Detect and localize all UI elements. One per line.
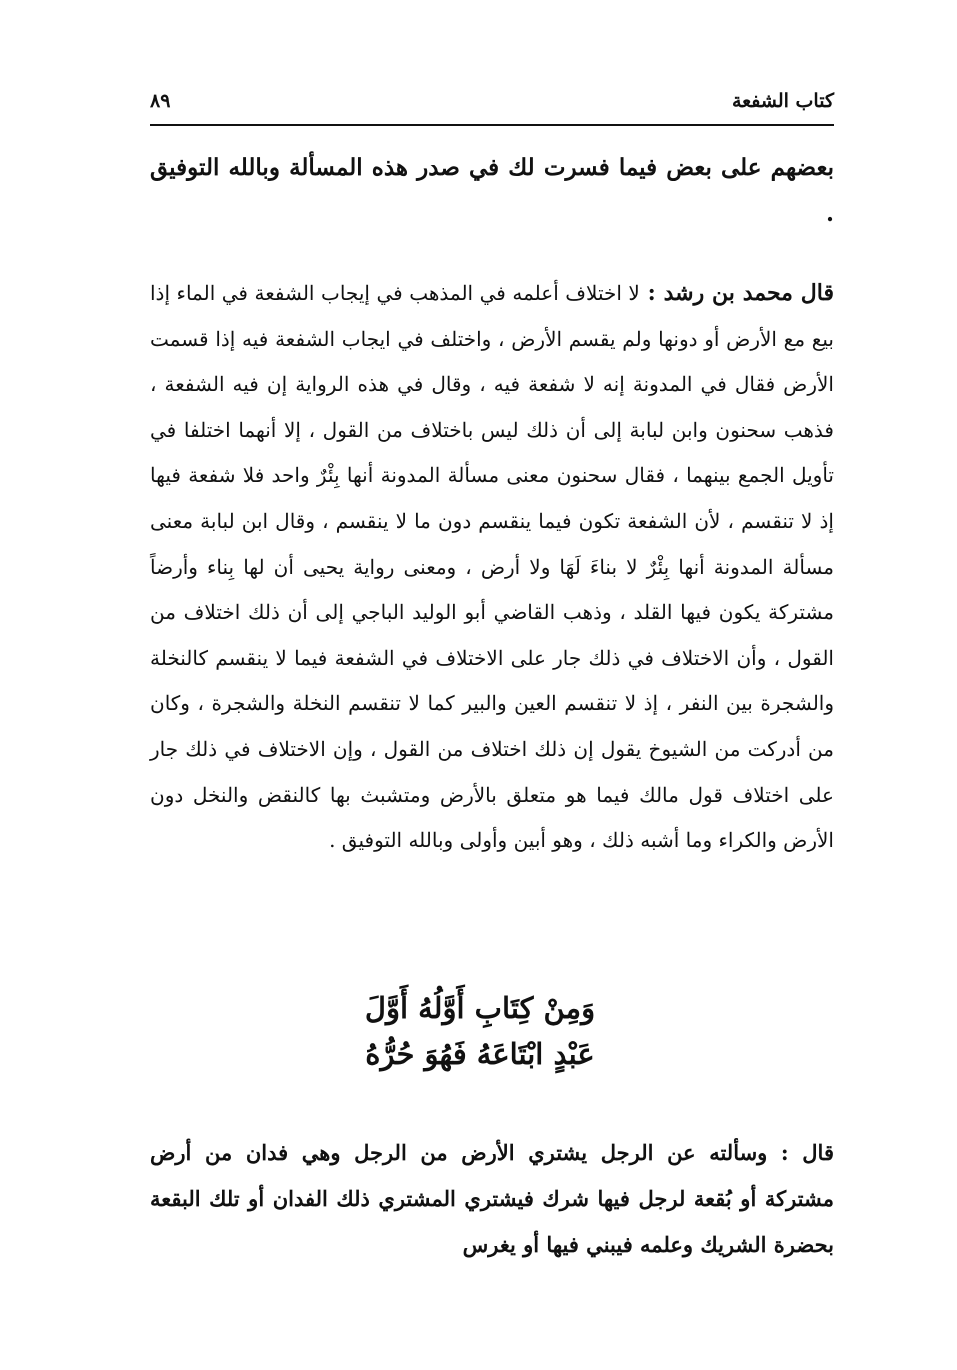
commentary-lead: قال محمد بن رشد : (639, 280, 834, 306)
commentary-text: لا اختلاف أعلمه في المذهب في إيجاب الشفعة في الماء إذا بيع مع الأرض أو دونها ولم يقسم الأرض ، واختلف في ايجاب الشفعة فيه إذا قسمت الأرض فقال في المدونة إنه لا شفعة فيه ، وقال في هذه الرواية إن فيه الشفعة ، فذهب سحنون وابن لبابة إلى أن ذلك ليس باختلاف من القول ، إلا أنهما اختلفا في تأويل الجمع بينهما ، فقال سحنون معنى مسألة المدونة أنها بِئْرٌ واحد فلا شفعة فيها إذ لا تنقسم ، لأن الشفعة تكون فيما ينقسم دون ما لا ينقسم ، وقال ابن لبابة معنى مسألة المدونة أنها بِئْرٌ لا بناءَ لَهَا ولا أرض ، ومعنى رواية يحيى أن لها بِناء وأرضاً مشتركة يكون فيها القلد ، وذهب القاضي أبو الوليد الباجي إلى أن ذلك اختلاف من القول ، وأن الاختلاف في ذلك جار على الاختلاف في الشفعة فيما لا ينقسم كالنخلة والشجرة بين النفر ، إذ لا تنقسم العين والبير كما لا تنقسم النخلة والشجرة ، وكان من أدركت من الشيوخ يقول إن ذلك اختلاف من القول ، وإن الاختلاف في ذلك جار على اختلاف قول مالك فيما هو متعلق بالأرض ومتشبث بها كالنقض والنخل دون الأرض والكراء وما أشبه ذلك ، وهو أبين وأولى وبالله التوفيق . (150, 281, 834, 853)
running-title: كتاب الشفعة (731, 90, 834, 112)
section-heading-line-1: وَمِنْ كِتَابِ أَوَّلُهُ أَوَّلَ (364, 991, 596, 1025)
paragraph-continuation: بعضهم على بعض فيما فسرت لك في صدر هذه المسألة وبالله التوفيق . (150, 154, 834, 227)
section-heading-line-2: عَبْدٍ ابْتَاعَهُ فَهُوَ حُرُّهُ (365, 1037, 595, 1071)
section-heading (250, 985, 710, 1077)
page-header (150, 84, 834, 126)
question-paragraph: قال : وسألته عن الرجل يشتري الأرض من الرجل وهي فدان من أرض مشتركة أو بُقعة لرجل فيها شرك فيشتري المشتري ذلك الفدان أو تلك البقعة بحضرة الشريك وعلمه فيبني فيها أو يغرس (150, 1140, 834, 1257)
commentary-paragraph (150, 271, 834, 864)
page-number: ٨٩ (150, 90, 171, 112)
